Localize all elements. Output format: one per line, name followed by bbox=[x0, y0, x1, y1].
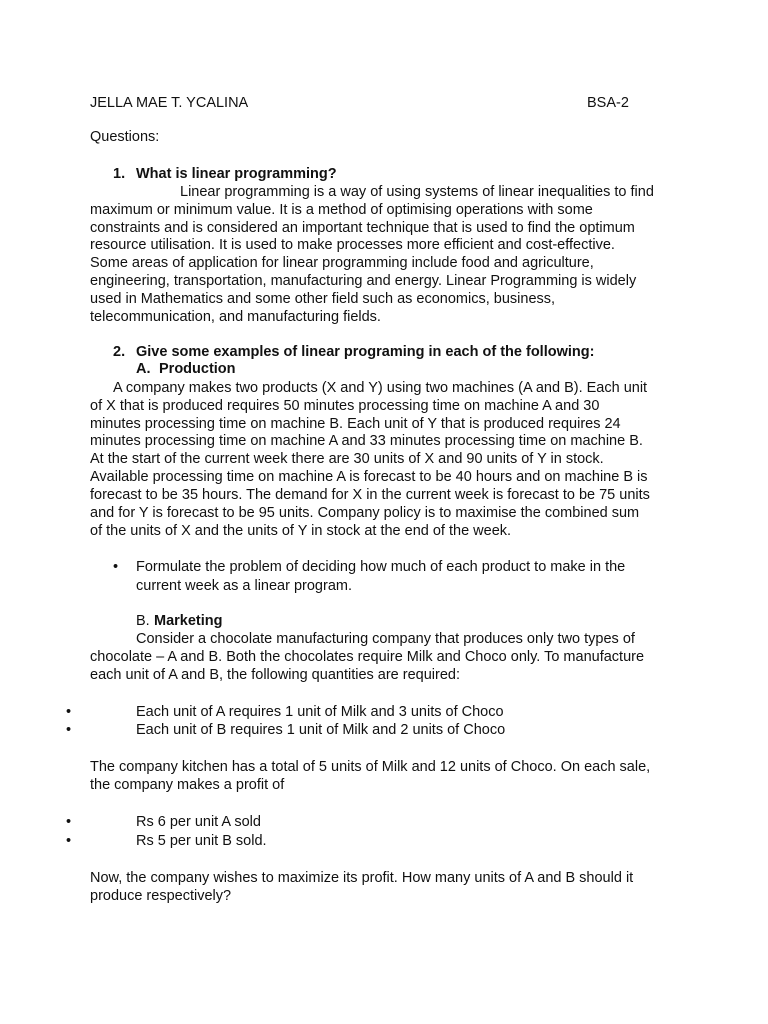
marketing-text-line: each unit of A and B, the following quantities are required: bbox=[90, 667, 460, 683]
q1-answer-line: maximum or minimum value. It is a method of optimising operations with some bbox=[90, 202, 593, 218]
profit-item: Rs 5 per unit B sold. bbox=[136, 833, 267, 849]
bullet-symbol: • bbox=[66, 814, 72, 830]
production-bullet-line: Formulate the problem of deciding how much of each product to make in the bbox=[136, 559, 626, 575]
q1-answer-line: engineering, transportation, manufacturing and energy. Linear Programming is widely bbox=[90, 273, 637, 289]
q1-number: 1. bbox=[113, 166, 126, 182]
q1-answer-line: Linear programming is a way of using systems of linear inequalities to find bbox=[180, 184, 654, 200]
marketing-text-line: Now, the company wishes to maximize its profit. How many units of A and B should it bbox=[90, 870, 634, 886]
production-bullet-line: current week as a linear program. bbox=[136, 578, 352, 594]
bullet-symbol: • bbox=[113, 559, 119, 575]
q2-number: 2. bbox=[113, 344, 126, 360]
bullet-symbol: • bbox=[66, 722, 72, 738]
marketing-text-line: Consider a chocolate manufacturing company that produces only two types of bbox=[136, 631, 635, 647]
marketing-text-line: The company kitchen has a total of 5 units of Milk and 12 units of Choco. On each sale, bbox=[90, 759, 651, 775]
marketing-text-line: chocolate – A and B. Both the chocolates require Milk and Choco only. To manufacture bbox=[90, 649, 645, 665]
profit-item: Rs 6 per unit A sold bbox=[136, 814, 261, 830]
q2-a-title: Production bbox=[159, 361, 236, 377]
production-text-line: minutes processing time on machine B. Each unit of Y that is produced requires 24 bbox=[90, 416, 621, 432]
bullet-symbol: • bbox=[66, 833, 72, 849]
questions-label: Questions: bbox=[90, 129, 160, 145]
bullet-symbol: • bbox=[66, 704, 72, 720]
production-text-line: of X that is produced requires 50 minutes processing time on machine A and 30 bbox=[90, 398, 600, 414]
production-text-line: and for Y is forecast to be 95 units. Company policy is to maximise the combined sum bbox=[90, 505, 640, 521]
q1-answer-line: Some areas of application for linear programming include food and agriculture, bbox=[90, 255, 594, 271]
q2-a-letter: A. bbox=[136, 361, 151, 377]
production-text-line: At the start of the current week there are 30 units of X and 90 units of Y in stock. bbox=[90, 451, 604, 467]
q1-title: What is linear programming? bbox=[136, 166, 337, 182]
marketing-requirement-item: Each unit of A requires 1 unit of Milk and 3 units of Choco bbox=[136, 704, 504, 720]
marketing-text-line: the company makes a profit of bbox=[90, 777, 285, 793]
production-text-line: minutes processing time on machine A and 33 minutes processing time on machine B. bbox=[90, 433, 643, 449]
q1-answer-line: used in Mathematics and some other field such as economics, business, bbox=[90, 291, 556, 307]
q1-answer-line: constraints and is considered an important technique that is used to find the optimum bbox=[90, 220, 635, 236]
production-text-line: forecast to be 35 hours. The demand for X in the current week is forecast to be 75 units bbox=[90, 487, 650, 503]
q2-b-title: Marketing bbox=[154, 613, 223, 629]
student-name: JELLA MAE T. YCALINA bbox=[90, 95, 249, 111]
marketing-text-line: produce respectively? bbox=[90, 888, 232, 904]
q2-b-letter: B. bbox=[136, 613, 150, 629]
q2-title: Give some examples of linear programing in each of the following: bbox=[136, 344, 595, 360]
q1-answer-line: resource utilisation. It is used to make processes more efficient and cost-effective. bbox=[90, 237, 615, 253]
q1-answer-line: telecommunication, and manufacturing fields. bbox=[90, 309, 381, 325]
marketing-requirement-item: Each unit of B requires 1 unit of Milk and 2 units of Choco bbox=[136, 722, 506, 738]
production-text-line: of the units of X and the units of Y in stock at the end of the week. bbox=[90, 523, 512, 539]
section-label: BSA-2 bbox=[587, 95, 629, 111]
production-text-line: A company makes two products (X and Y) using two machines (A and B). Each unit bbox=[113, 380, 648, 396]
production-text-line: Available processing time on machine A is forecast to be 40 hours and on machine B is bbox=[90, 469, 648, 485]
